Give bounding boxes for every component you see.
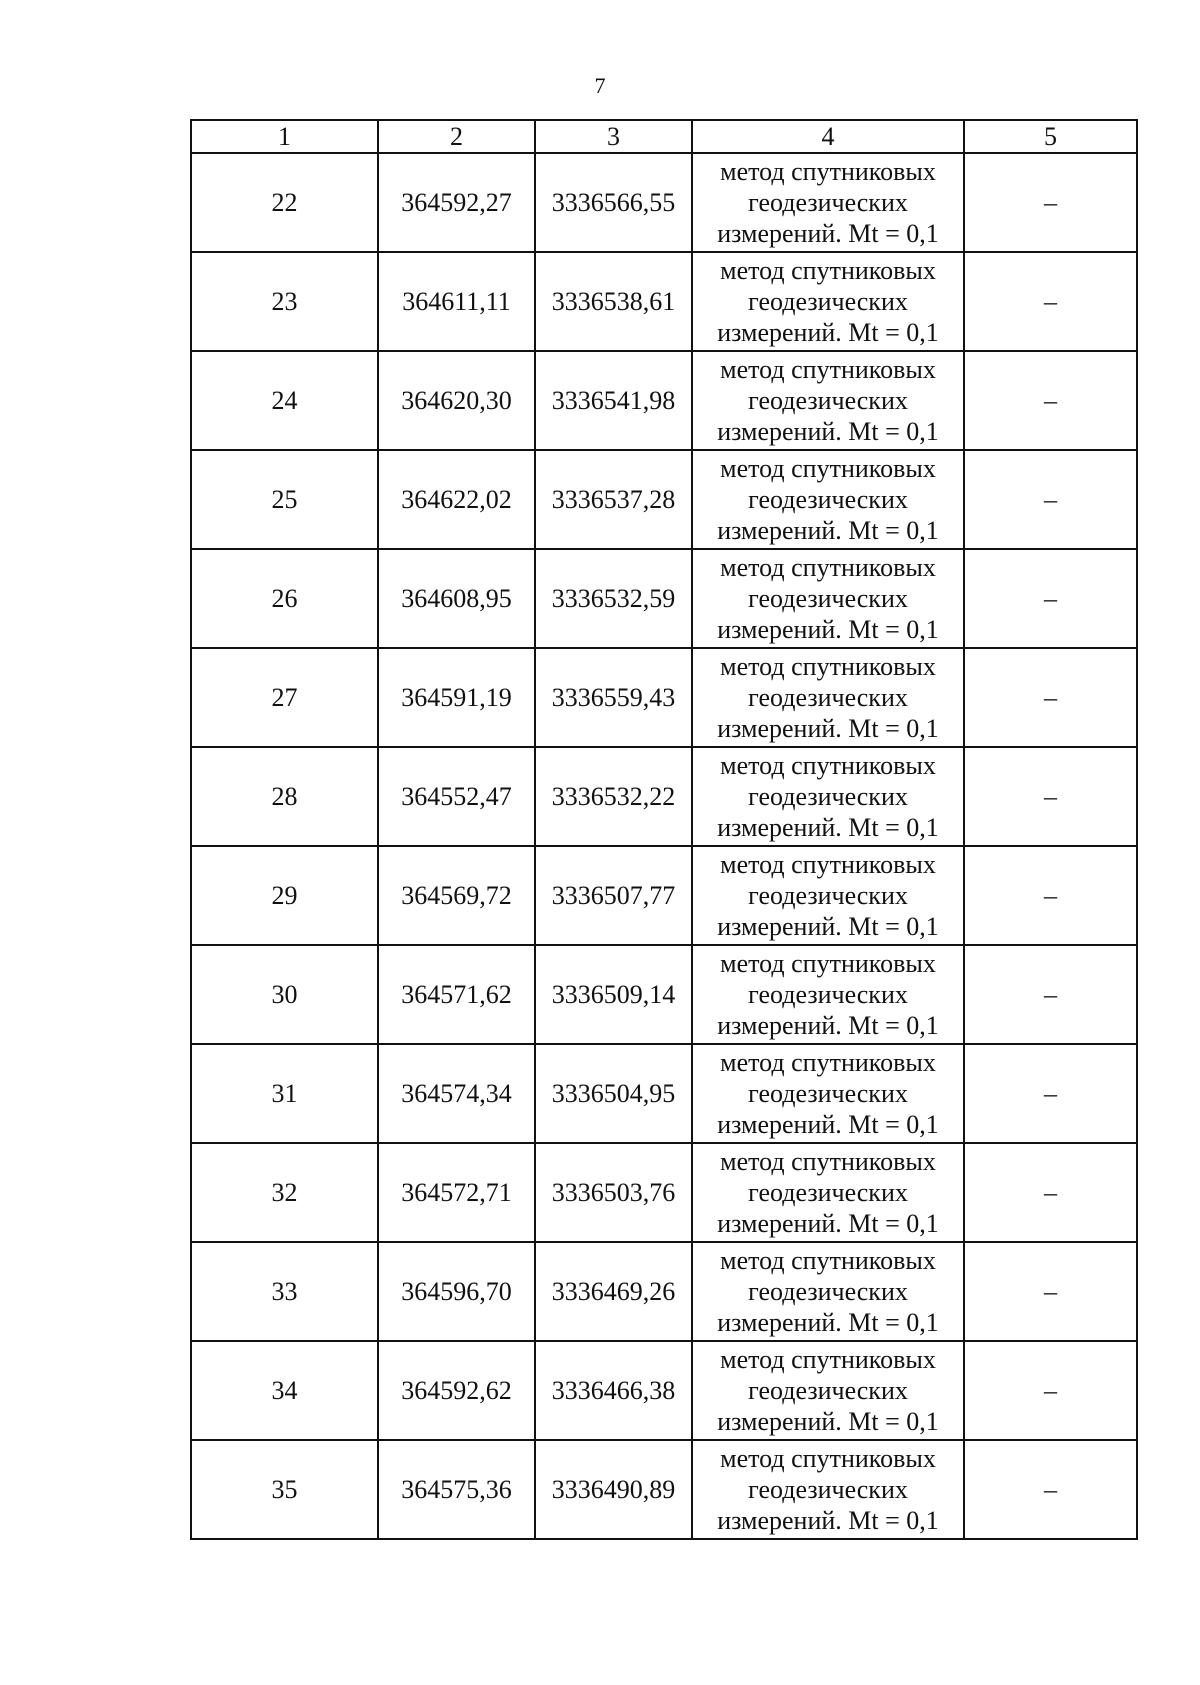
cell-coordinate-y: 3336537,28 xyxy=(535,450,692,549)
cell-coordinate-x: 364572,71 xyxy=(378,1143,535,1242)
method-text: метод спутниковых геодезических измерений. Mt = 0,1 xyxy=(717,157,939,248)
method-text: метод спутниковых геодезических измерений. Mt = 0,1 xyxy=(717,1345,939,1436)
method-text: метод спутниковых геодезических измерений. Mt = 0,1 xyxy=(717,553,939,644)
method-text: метод спутниковых геодезических измерений. Mt = 0,1 xyxy=(717,256,939,347)
cell-method xyxy=(692,747,964,846)
cell-note: – xyxy=(964,351,1137,450)
table-row xyxy=(191,1044,1137,1143)
cell-coordinate-x: 364591,19 xyxy=(378,648,535,747)
cell-note: – xyxy=(964,450,1137,549)
cell-note: – xyxy=(964,1143,1137,1242)
cell-method xyxy=(692,846,964,945)
cell-coordinate-x: 364608,95 xyxy=(378,549,535,648)
cell-coordinate-x: 364592,62 xyxy=(378,1341,535,1440)
table-row xyxy=(191,153,1137,252)
cell-method xyxy=(692,252,964,351)
cell-note: – xyxy=(964,1440,1137,1539)
cell-coordinate-x: 364575,36 xyxy=(378,1440,535,1539)
column-header-y: 3 xyxy=(535,120,692,153)
cell-coordinate-y: 3336532,59 xyxy=(535,549,692,648)
cell-point-number: 32 xyxy=(191,1143,378,1242)
cell-note: – xyxy=(964,648,1137,747)
cell-point-number: 24 xyxy=(191,351,378,450)
method-text: метод спутниковых геодезических измерений. Mt = 0,1 xyxy=(717,850,939,941)
method-text: метод спутниковых геодезических измерений. Mt = 0,1 xyxy=(717,652,939,743)
cell-coordinate-y: 3336466,38 xyxy=(535,1341,692,1440)
cell-coordinate-x: 364571,62 xyxy=(378,945,535,1044)
cell-point-number: 27 xyxy=(191,648,378,747)
cell-coordinate-y: 3336541,98 xyxy=(535,351,692,450)
cell-coordinate-y: 3336532,22 xyxy=(535,747,692,846)
column-header-note: 5 xyxy=(964,120,1137,153)
cell-method xyxy=(692,549,964,648)
cell-point-number: 23 xyxy=(191,252,378,351)
cell-coordinate-y: 3336559,43 xyxy=(535,648,692,747)
cell-coordinate-x: 364622,02 xyxy=(378,450,535,549)
cell-point-number: 30 xyxy=(191,945,378,1044)
cell-coordinate-y: 3336504,95 xyxy=(535,1044,692,1143)
cell-coordinate-y: 3336509,14 xyxy=(535,945,692,1044)
column-header-method: 4 xyxy=(692,120,964,153)
cell-coordinate-y: 3336566,55 xyxy=(535,153,692,252)
cell-coordinate-x: 364596,70 xyxy=(378,1242,535,1341)
cell-note: – xyxy=(964,747,1137,846)
cell-coordinate-y: 3336538,61 xyxy=(535,252,692,351)
cell-method xyxy=(692,1242,964,1341)
column-header-x: 2 xyxy=(378,120,535,153)
cell-point-number: 25 xyxy=(191,450,378,549)
cell-coordinate-y: 3336507,77 xyxy=(535,846,692,945)
cell-point-number: 34 xyxy=(191,1341,378,1440)
header-row xyxy=(191,120,1137,153)
table-body xyxy=(191,153,1137,1539)
cell-coordinate-x: 364574,34 xyxy=(378,1044,535,1143)
cell-coordinate-y: 3336490,89 xyxy=(535,1440,692,1539)
table-row xyxy=(191,252,1137,351)
cell-note: – xyxy=(964,846,1137,945)
column-header-point: 1 xyxy=(191,120,378,153)
cell-note: – xyxy=(964,549,1137,648)
cell-method xyxy=(692,153,964,252)
table-header xyxy=(191,120,1137,153)
method-text: метод спутниковых геодезических измерений. Mt = 0,1 xyxy=(717,355,939,446)
cell-point-number: 31 xyxy=(191,1044,378,1143)
cell-method xyxy=(692,1044,964,1143)
cell-coordinate-y: 3336503,76 xyxy=(535,1143,692,1242)
coordinates-table xyxy=(190,119,1138,1540)
method-text: метод спутниковых геодезических измерений. Mt = 0,1 xyxy=(717,1444,939,1535)
cell-point-number: 33 xyxy=(191,1242,378,1341)
table-row xyxy=(191,450,1137,549)
cell-point-number: 29 xyxy=(191,846,378,945)
cell-method xyxy=(692,1440,964,1539)
cell-point-number: 26 xyxy=(191,549,378,648)
table-row xyxy=(191,351,1137,450)
table-row xyxy=(191,1341,1137,1440)
table-row xyxy=(191,648,1137,747)
cell-coordinate-x: 364611,11 xyxy=(378,252,535,351)
method-text: метод спутниковых геодезических измерений. Mt = 0,1 xyxy=(717,751,939,842)
cell-note: – xyxy=(964,1044,1137,1143)
cell-method xyxy=(692,1341,964,1440)
cell-note: – xyxy=(964,153,1137,252)
method-text: метод спутниковых геодезических измерений. Mt = 0,1 xyxy=(717,1246,939,1337)
cell-coordinate-x: 364552,47 xyxy=(378,747,535,846)
cell-method xyxy=(692,351,964,450)
method-text: метод спутниковых геодезических измерений. Mt = 0,1 xyxy=(717,1048,939,1139)
table-row xyxy=(191,1242,1137,1341)
table-row xyxy=(191,1143,1137,1242)
table-row xyxy=(191,549,1137,648)
cell-coordinate-y: 3336469,26 xyxy=(535,1242,692,1341)
table-row xyxy=(191,747,1137,846)
cell-method xyxy=(692,450,964,549)
cell-note: – xyxy=(964,945,1137,1044)
page-number: 7 xyxy=(594,73,606,98)
cell-note: – xyxy=(964,1341,1137,1440)
method-text: метод спутниковых геодезических измерений. Mt = 0,1 xyxy=(717,454,939,545)
cell-point-number: 22 xyxy=(191,153,378,252)
cell-method xyxy=(692,945,964,1044)
cell-coordinate-x: 364569,72 xyxy=(378,846,535,945)
cell-method xyxy=(692,648,964,747)
method-text: метод спутниковых геодезических измерений. Mt = 0,1 xyxy=(717,1147,939,1238)
table-row xyxy=(191,846,1137,945)
cell-note: – xyxy=(964,1242,1137,1341)
cell-point-number: 28 xyxy=(191,747,378,846)
cell-method xyxy=(692,1143,964,1242)
cell-note: – xyxy=(964,252,1137,351)
method-text: метод спутниковых геодезических измерений. Mt = 0,1 xyxy=(717,949,939,1040)
cell-point-number: 35 xyxy=(191,1440,378,1539)
table-row xyxy=(191,945,1137,1044)
cell-coordinate-x: 364592,27 xyxy=(378,153,535,252)
table-row xyxy=(191,1440,1137,1539)
cell-coordinate-x: 364620,30 xyxy=(378,351,535,450)
